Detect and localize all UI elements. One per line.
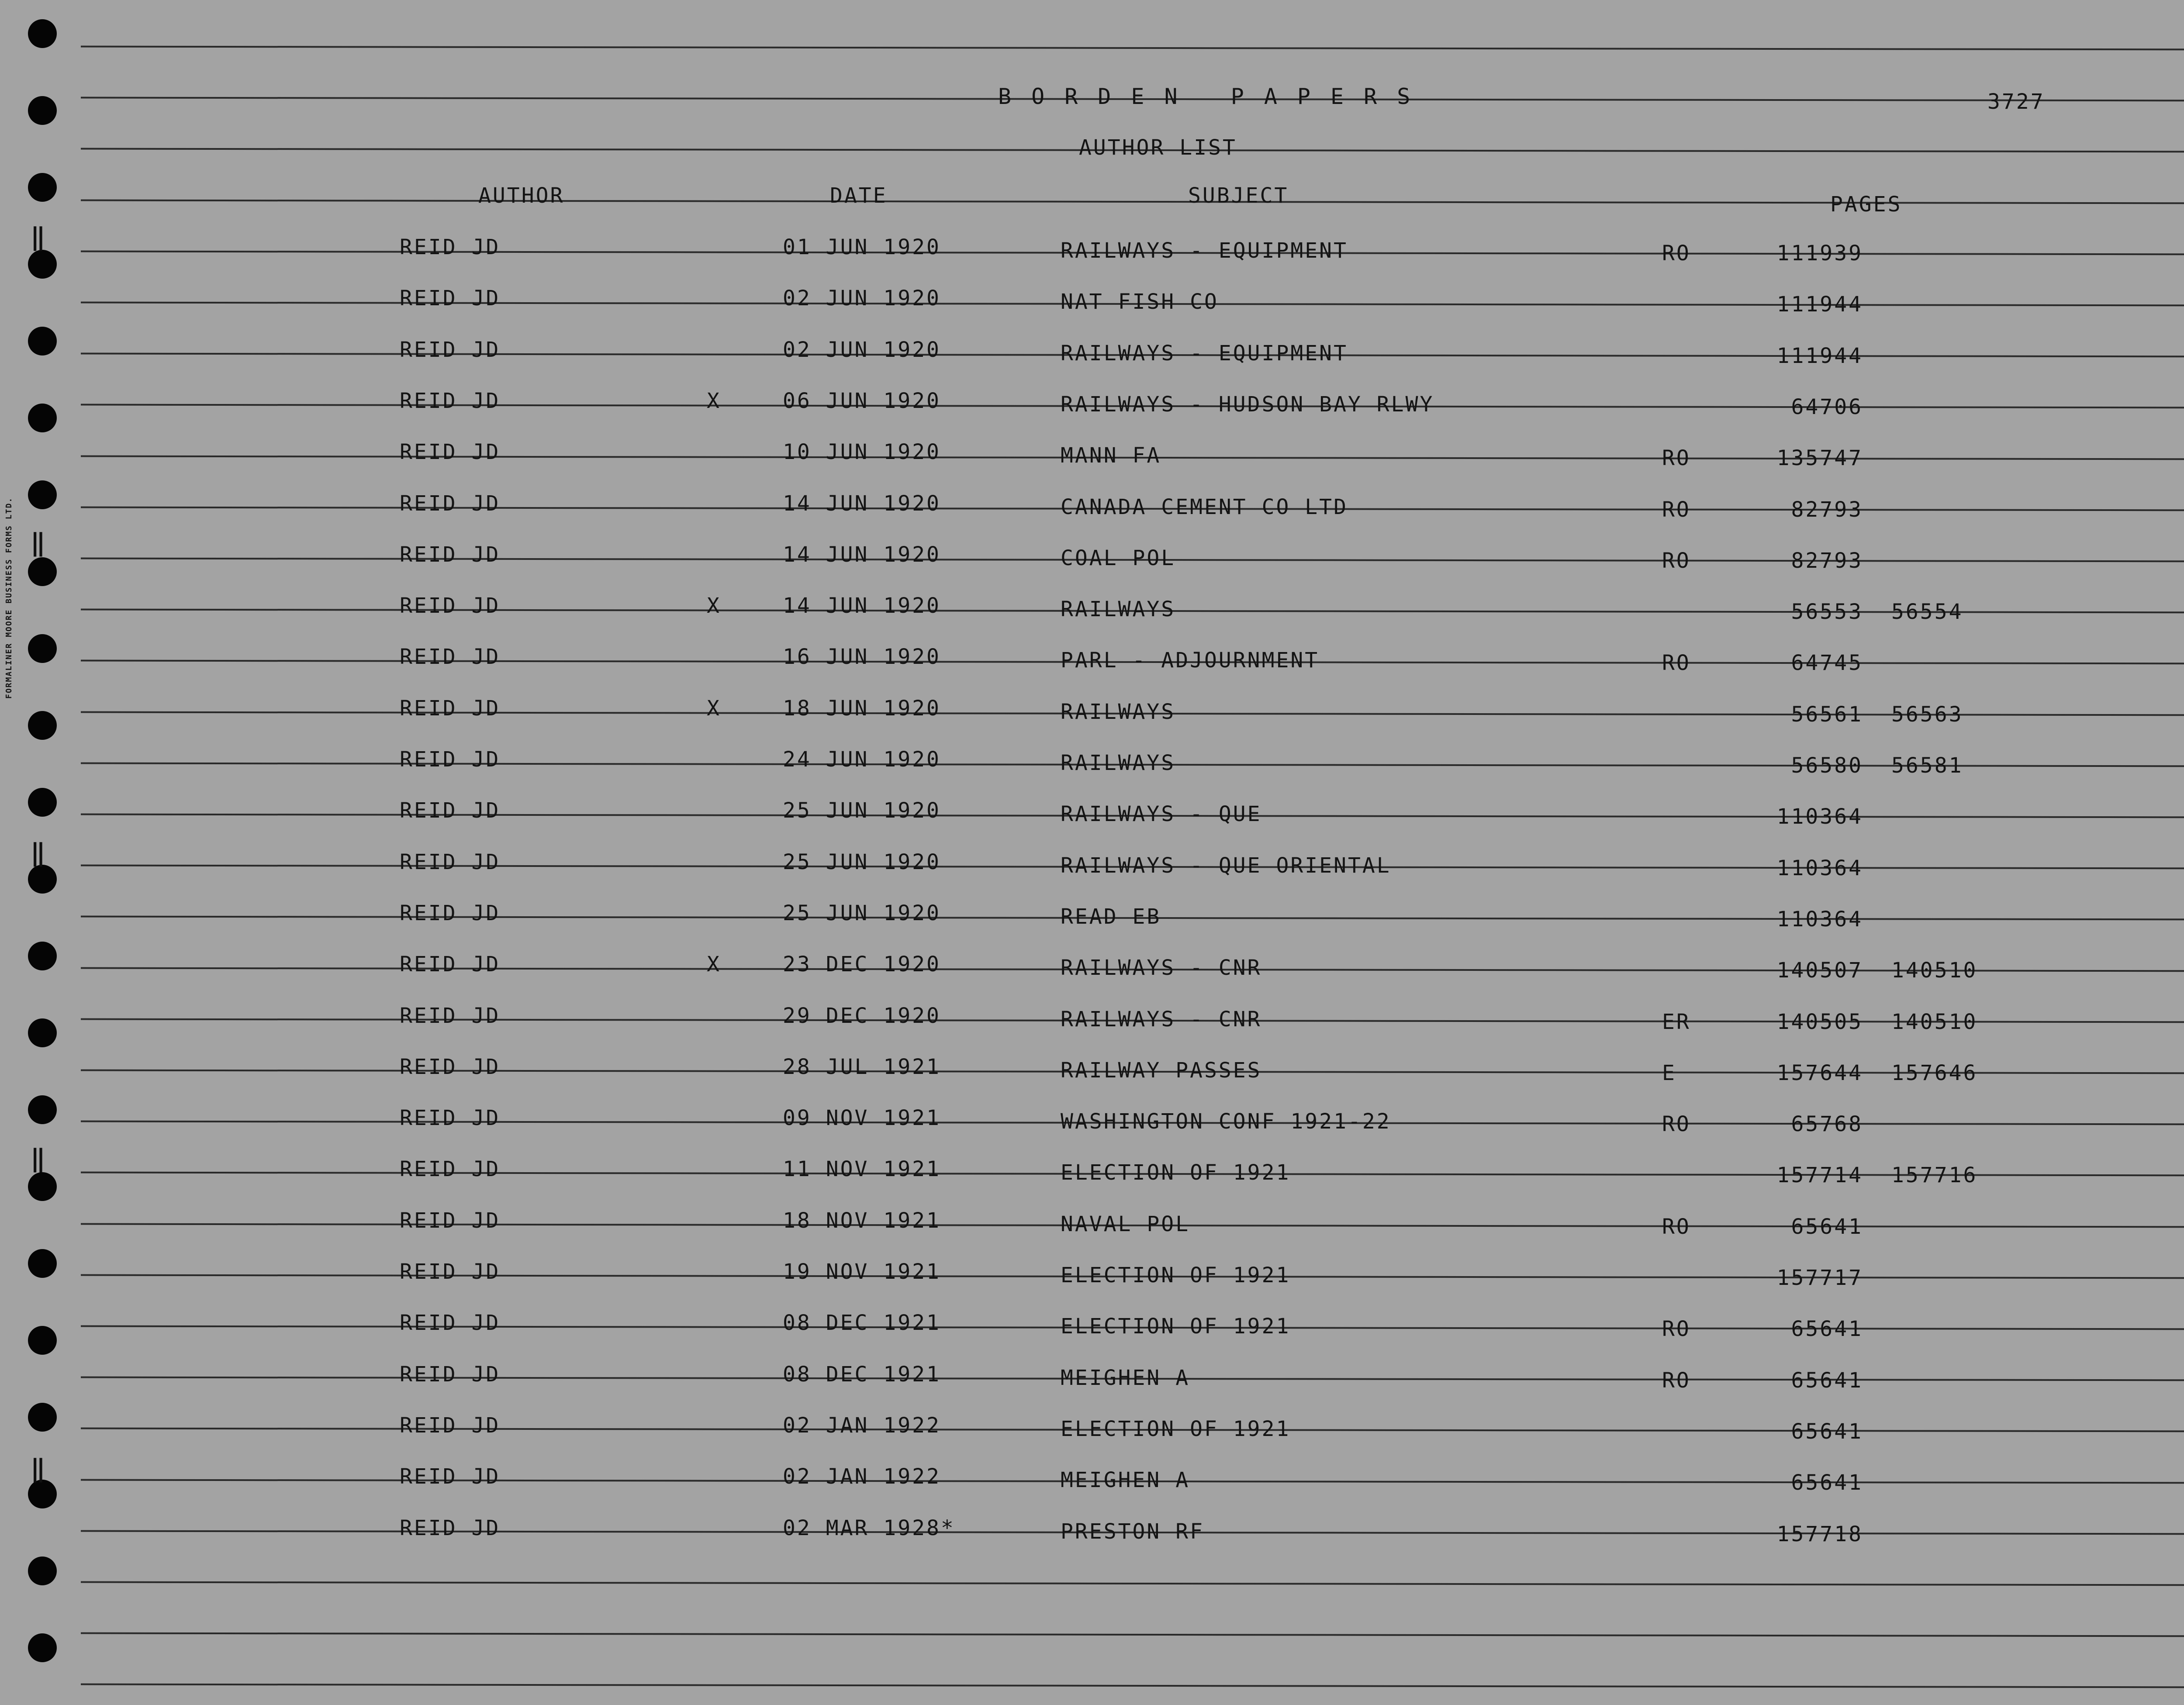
cell-date: 02 JUN 1920 — [783, 337, 941, 362]
column-header-pages: PAGES — [1830, 192, 1902, 217]
cell-page-start: 110364 — [1776, 856, 1863, 880]
ruled-line — [81, 1633, 2184, 1637]
cell-page-end: 157646 — [1891, 1060, 1978, 1085]
cell-author: REID JD — [400, 901, 501, 925]
feed-hole — [28, 1403, 57, 1432]
feed-hole — [28, 1326, 57, 1355]
cell-code: RO — [1662, 497, 1691, 522]
cell-author: REID JD — [400, 542, 501, 567]
cell-page-end: 157716 — [1891, 1163, 1978, 1188]
cell-page-start: 110364 — [1776, 907, 1863, 932]
cell-subject: RAILWAYS - EQUIPMENT — [1061, 341, 1348, 366]
cell-page-start: 65641 — [1791, 1368, 1863, 1393]
cell-subject: RAILWAYS - HUDSON BAY RLWY — [1061, 392, 1434, 417]
feed-hole — [28, 1480, 57, 1508]
column-header-subject: SUBJECT — [1188, 183, 1289, 208]
cell-page-start: 110364 — [1776, 804, 1863, 829]
cell-author: REID JD — [400, 235, 501, 259]
cell-page-end: 56554 — [1891, 600, 1963, 625]
cell-page-start: 111944 — [1776, 292, 1863, 317]
cell-subject: PARL - ADJOURNMENT — [1061, 648, 1320, 673]
cell-subject: RAILWAYS - CNR — [1061, 956, 1262, 980]
perforation-mark: ‖ — [31, 1144, 48, 1173]
cell-page-start: 111939 — [1776, 241, 1863, 266]
feed-hole — [28, 1633, 57, 1662]
cell-page-end: 56581 — [1891, 753, 1963, 778]
feed-hole — [28, 788, 57, 817]
cell-author: REID JD — [400, 1208, 501, 1233]
perforation-mark: ‖ — [31, 528, 48, 557]
cell-date: 23 DEC 1920 — [783, 952, 941, 977]
feed-hole — [28, 480, 57, 509]
cell-author: REID JD — [400, 1003, 501, 1028]
cell-author: REID JD — [400, 491, 501, 516]
form-imprint: FORMALINER MOORE BUSINESS FORMS LTD. — [4, 497, 14, 699]
cell-author: REID JD — [400, 798, 501, 823]
cell-subject: COAL POL — [1061, 545, 1176, 570]
cell-subject: MEIGHEN A — [1061, 1365, 1190, 1390]
cell-subject: CANADA CEMENT CO LTD — [1061, 494, 1348, 519]
cell-subject: RAILWAYS — [1061, 699, 1176, 724]
feed-hole — [28, 942, 57, 970]
cell-date: 28 JUL 1921 — [783, 1054, 941, 1079]
cell-page-start: 56580 — [1791, 753, 1863, 778]
cell-flag: X — [707, 594, 721, 618]
cell-page-start: 56561 — [1791, 702, 1863, 727]
feed-hole — [28, 1557, 57, 1585]
cell-author: REID JD — [400, 594, 501, 618]
cell-page-start: 82793 — [1791, 497, 1863, 522]
cell-date: 08 DEC 1921 — [783, 1311, 941, 1336]
feed-hole — [28, 1249, 57, 1278]
cell-page-start: 64706 — [1791, 394, 1863, 419]
cell-date: 25 JUN 1920 — [783, 849, 941, 874]
cell-author: REID JD — [400, 337, 501, 362]
cell-date: 06 JUN 1920 — [783, 388, 941, 413]
cell-subject: READ EB — [1061, 904, 1161, 929]
cell-subject: RAILWAYS - QUE ORIENTAL — [1061, 853, 1391, 878]
cell-subject: NAT FISH CO — [1061, 290, 1219, 314]
page-number: 3727 — [1987, 90, 2045, 114]
cell-author: REID JD — [400, 1157, 501, 1182]
cell-date: 02 MAR 1928* — [783, 1515, 955, 1540]
perforation-mark: ‖ — [31, 223, 48, 251]
ruled-line — [81, 46, 2184, 51]
cell-page-start: 157714 — [1776, 1163, 1863, 1188]
feed-hole — [28, 711, 57, 740]
feed-hole — [28, 557, 57, 586]
ruled-line — [81, 1684, 2184, 1688]
cell-code: RO — [1662, 651, 1691, 676]
cell-page-start: 135747 — [1776, 446, 1863, 471]
cell-page-start: 65641 — [1791, 1419, 1863, 1444]
cell-date: 19 NOV 1921 — [783, 1260, 941, 1284]
cell-subject: RAILWAYS - QUE — [1061, 802, 1262, 827]
cell-page-start: 65641 — [1791, 1317, 1863, 1342]
feed-hole — [28, 404, 57, 432]
cell-date: 25 JUN 1920 — [783, 798, 941, 823]
ruled-line — [81, 1581, 2184, 1586]
cell-code: RO — [1662, 446, 1691, 471]
cell-code: RO — [1662, 1317, 1691, 1342]
cell-page-start: 64745 — [1791, 651, 1863, 676]
cell-date: 08 DEC 1921 — [783, 1362, 941, 1387]
cell-page-start: 65768 — [1791, 1112, 1863, 1137]
cell-author: REID JD — [400, 1413, 501, 1438]
cell-date: 01 JUN 1920 — [783, 235, 941, 259]
cell-author: REID JD — [400, 747, 501, 772]
cell-subject: ELECTION OF 1921 — [1061, 1263, 1291, 1287]
cell-page-start: 56553 — [1791, 600, 1863, 625]
cell-page-start: 157644 — [1776, 1060, 1863, 1085]
cell-code: RO — [1662, 548, 1691, 573]
cell-subject: ELECTION OF 1921 — [1061, 1314, 1291, 1339]
feed-hole — [28, 96, 57, 125]
feed-hole — [28, 634, 57, 663]
cell-author: REID JD — [400, 1260, 501, 1284]
cell-page-start: 157718 — [1776, 1522, 1863, 1546]
cell-subject: ELECTION OF 1921 — [1061, 1416, 1291, 1441]
cell-code: RO — [1662, 1368, 1691, 1393]
cell-subject: NAVAL POL — [1061, 1211, 1190, 1236]
cell-date: 18 NOV 1921 — [783, 1208, 941, 1233]
cell-flag: X — [707, 388, 721, 413]
cell-author: REID JD — [400, 849, 501, 874]
cell-subject: RAILWAYS - EQUIPMENT — [1061, 238, 1348, 263]
feed-hole — [28, 1018, 57, 1047]
feed-hole — [28, 250, 57, 279]
feed-hole — [28, 1095, 57, 1124]
cell-subject: RAILWAYS - CNR — [1061, 1007, 1262, 1032]
feed-hole — [28, 1172, 57, 1201]
cell-page-start: 140505 — [1776, 1009, 1863, 1034]
perforation-mark: ‖ — [31, 839, 48, 867]
cell-date: 29 DEC 1920 — [783, 1003, 941, 1028]
cell-page-start: 65641 — [1791, 1470, 1863, 1495]
cell-author: REID JD — [400, 286, 501, 311]
cell-date: 14 JUN 1920 — [783, 594, 941, 618]
cell-page-start: 157717 — [1776, 1266, 1863, 1290]
cell-subject: MANN FA — [1061, 443, 1161, 468]
cell-date: 25 JUN 1920 — [783, 901, 941, 925]
perforation-mark: ‖ — [31, 1454, 48, 1483]
cell-author: REID JD — [400, 1311, 501, 1336]
cell-date: 11 NOV 1921 — [783, 1157, 941, 1182]
document-title: BORDEN PAPERS — [998, 84, 1431, 109]
cell-author: REID JD — [400, 696, 501, 721]
cell-page-start: 65641 — [1791, 1214, 1863, 1239]
list-subtitle: AUTHOR LIST — [1079, 135, 1237, 160]
cell-date: 02 JUN 1920 — [783, 286, 941, 311]
cell-author: REID JD — [400, 1515, 501, 1540]
feed-hole — [28, 865, 57, 894]
cell-subject: RAILWAYS — [1061, 597, 1176, 622]
cell-flag: X — [707, 952, 721, 977]
cell-author: REID JD — [400, 388, 501, 413]
feed-hole — [28, 327, 57, 355]
cell-subject: RAILWAYS — [1061, 751, 1176, 775]
cell-author: REID JD — [400, 1362, 501, 1387]
cell-date: 09 NOV 1921 — [783, 1106, 941, 1131]
cell-author: REID JD — [400, 1464, 501, 1489]
cell-subject: MEIGHEN A — [1061, 1468, 1190, 1493]
cell-author: REID JD — [400, 440, 501, 465]
cell-date: 14 JUN 1920 — [783, 542, 941, 567]
cell-author: REID JD — [400, 645, 501, 670]
cell-subject: PRESTON RF — [1061, 1519, 1204, 1544]
cell-date: 14 JUN 1920 — [783, 491, 941, 516]
cell-code: E — [1662, 1060, 1676, 1085]
feed-hole — [28, 19, 57, 48]
cell-date: 02 JAN 1922 — [783, 1464, 941, 1489]
cell-subject: ELECTION OF 1921 — [1061, 1160, 1291, 1185]
cell-code: RO — [1662, 241, 1691, 266]
cell-author: REID JD — [400, 952, 501, 977]
feed-hole — [28, 173, 57, 202]
cell-page-start: 111944 — [1776, 343, 1863, 368]
cell-subject: RAILWAY PASSES — [1061, 1058, 1262, 1083]
cell-author: REID JD — [400, 1106, 501, 1131]
cell-author: REID JD — [400, 1054, 501, 1079]
column-header-author: AUTHOR — [478, 183, 565, 208]
cell-date: 10 JUN 1920 — [783, 440, 941, 465]
cell-code: RO — [1662, 1214, 1691, 1239]
cell-date: 18 JUN 1920 — [783, 696, 941, 721]
cell-code: ER — [1662, 1009, 1691, 1034]
cell-page-end: 56563 — [1891, 702, 1963, 727]
cell-date: 02 JAN 1922 — [783, 1413, 941, 1438]
cell-page-end: 140510 — [1891, 958, 1978, 983]
cell-date: 16 JUN 1920 — [783, 645, 941, 670]
cell-page-start: 82793 — [1791, 548, 1863, 573]
cell-subject: WASHINGTON CONF 1921-22 — [1061, 1109, 1391, 1134]
cell-date: 24 JUN 1920 — [783, 747, 941, 772]
cell-code: RO — [1662, 1112, 1691, 1137]
cell-page-start: 140507 — [1776, 958, 1863, 983]
column-header-date: DATE — [830, 183, 888, 208]
cell-flag: X — [707, 696, 721, 721]
cell-page-end: 140510 — [1891, 1009, 1978, 1034]
